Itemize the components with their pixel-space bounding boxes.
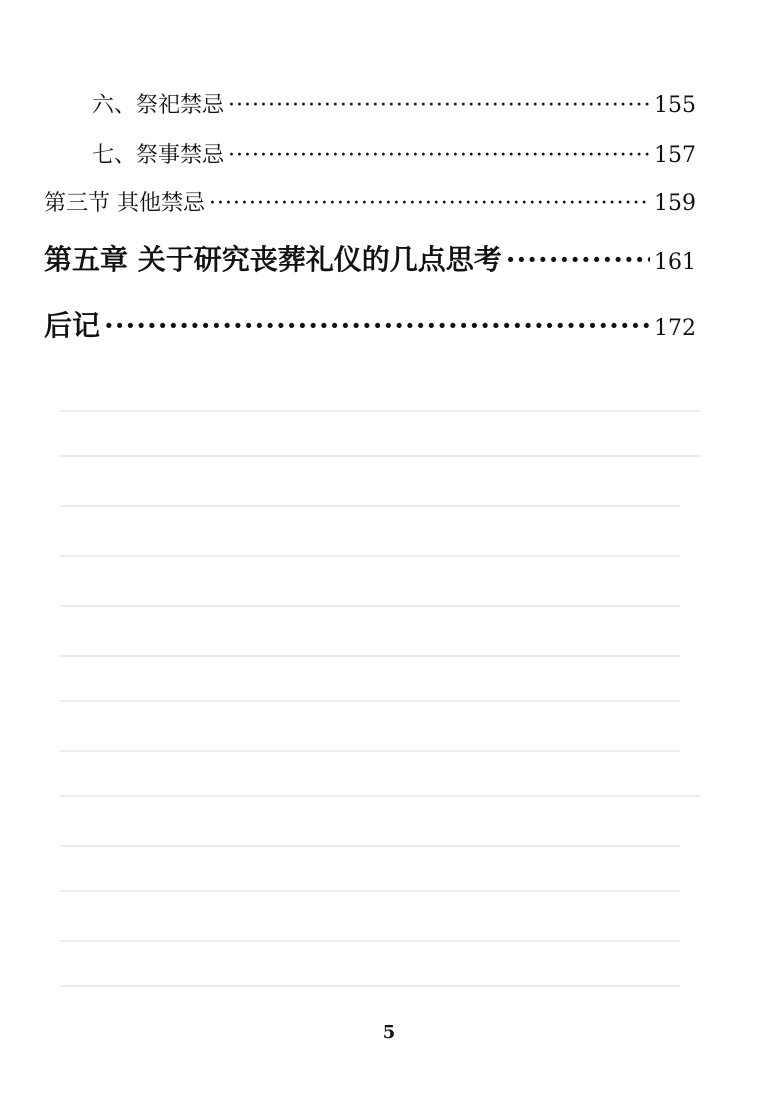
toc-entry-page: 161 xyxy=(654,250,696,275)
dot-leader xyxy=(104,309,650,342)
toc-entry[interactable] xyxy=(44,186,696,217)
toc-chapter-entry[interactable] xyxy=(44,304,696,344)
page-number: 5 xyxy=(382,1022,396,1043)
toc-entry[interactable] xyxy=(92,88,696,119)
toc-entry-label: 第五章 关于研究丧葬礼仪的几点思考 xyxy=(44,243,502,276)
toc-entry-page: 159 xyxy=(654,191,696,216)
toc-entry-label: 后记 xyxy=(44,309,101,342)
dot-leader xyxy=(228,93,650,118)
toc-entry-label: 七、祭事禁忌 xyxy=(92,143,225,168)
dot-leader xyxy=(228,143,650,168)
toc-entry-label: 第三节 其他禁忌 xyxy=(44,191,205,216)
dot-leader xyxy=(209,191,650,216)
toc-entry-page: 157 xyxy=(654,143,696,168)
toc-entry-page: 155 xyxy=(654,93,696,118)
toc-entry-page: 172 xyxy=(654,316,696,341)
toc-entry[interactable] xyxy=(92,138,696,169)
toc-entry-label: 六、祭祀禁忌 xyxy=(92,93,225,118)
dot-leader xyxy=(506,243,650,276)
toc-chapter-entry[interactable] xyxy=(44,238,696,278)
